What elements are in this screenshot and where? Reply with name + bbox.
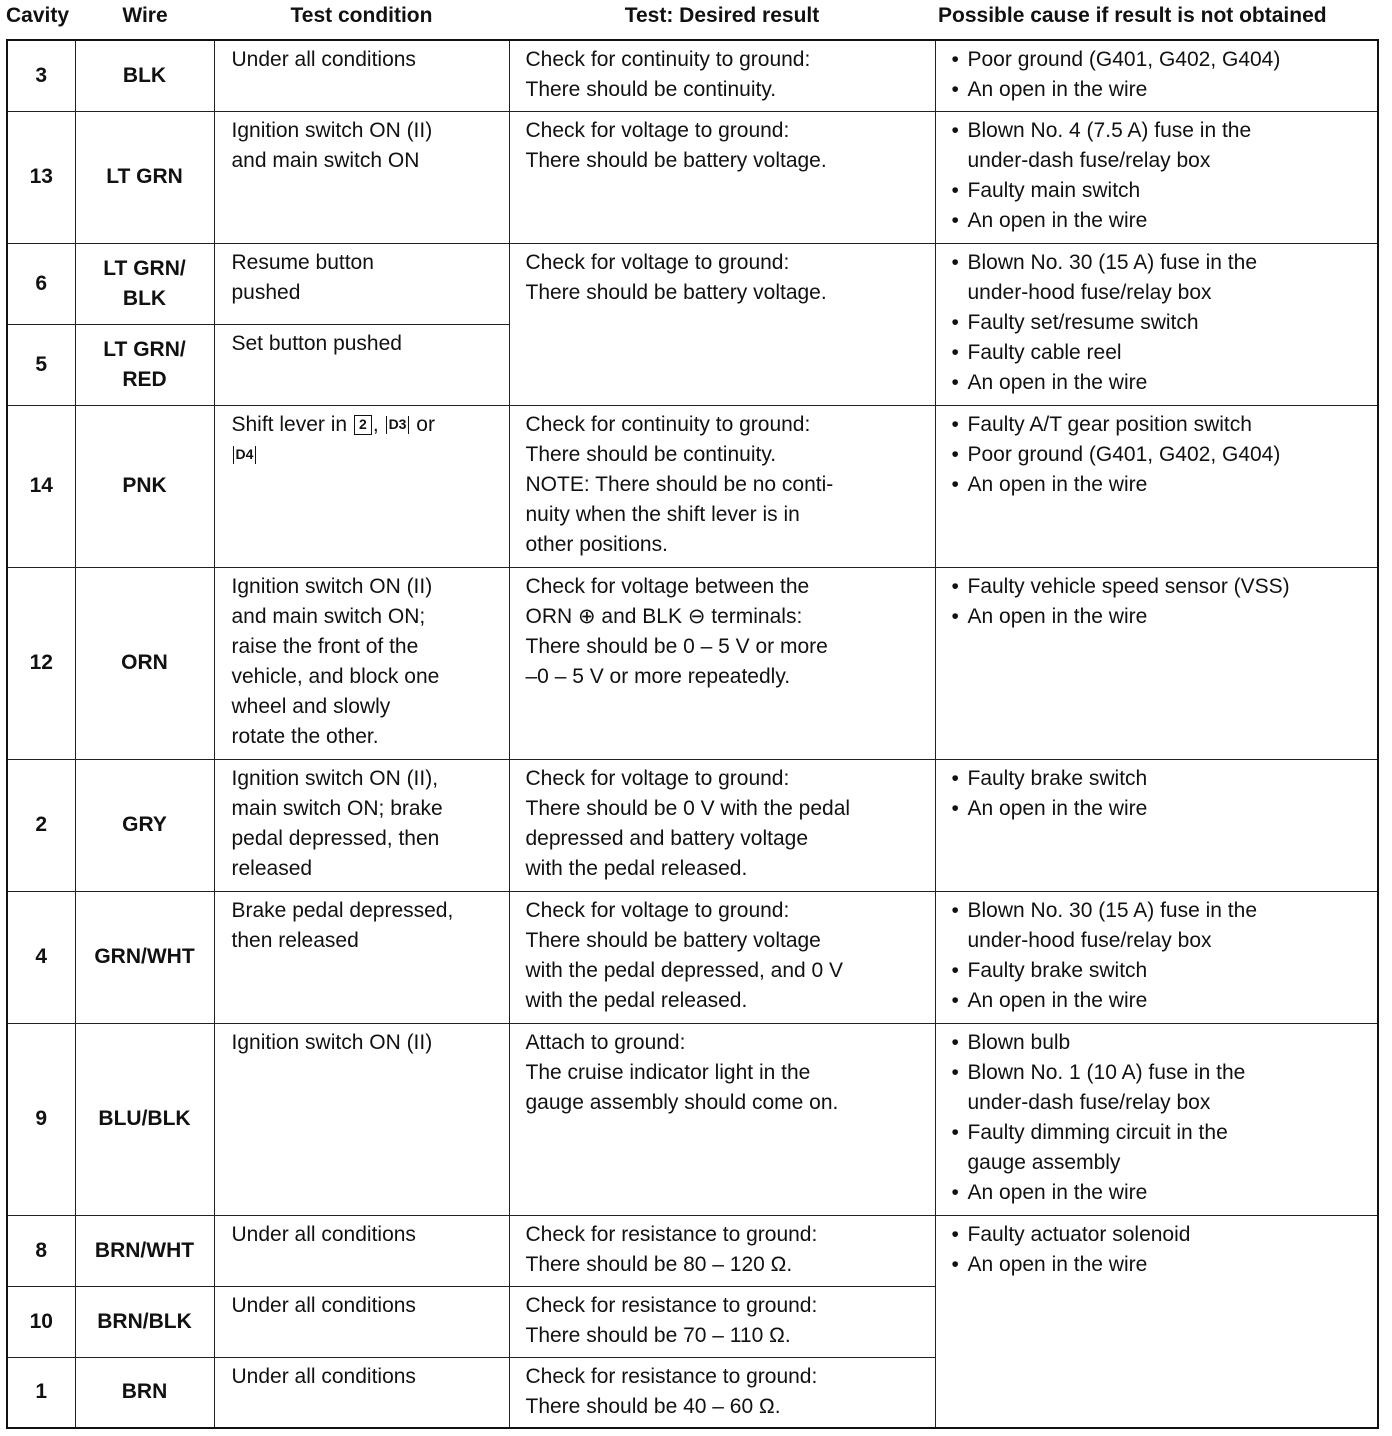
condition-line: Ignition switch ON (II), bbox=[231, 766, 439, 790]
condition-line: pushed bbox=[231, 280, 301, 304]
condition-line: vehicle, and block one bbox=[231, 664, 440, 688]
wire-color: BLU/BLK bbox=[98, 1107, 191, 1130]
condition-line: Set button pushed bbox=[231, 331, 402, 355]
cause-item bbox=[950, 116, 1372, 176]
cause-item bbox=[950, 368, 1372, 398]
cause-list bbox=[950, 116, 1372, 236]
wire-cell bbox=[75, 111, 214, 243]
condition-cell bbox=[214, 1357, 509, 1428]
result-cell bbox=[509, 759, 935, 891]
wire-color: PNK bbox=[122, 474, 167, 497]
result-line: nuity when the shift lever is in bbox=[525, 502, 800, 526]
cavity-number: 10 bbox=[29, 1309, 53, 1333]
result-cell bbox=[509, 891, 935, 1023]
cause-item bbox=[950, 794, 1372, 824]
cause-text: • Faulty brake switch bbox=[967, 958, 1148, 982]
result-line: Check for voltage to ground: bbox=[525, 898, 790, 922]
cavity-cell bbox=[7, 243, 75, 324]
table-row bbox=[7, 40, 1378, 111]
cause-item bbox=[950, 986, 1372, 1016]
table-row bbox=[7, 111, 1378, 243]
cause-item bbox=[950, 956, 1372, 986]
cavity-number: 2 bbox=[35, 813, 48, 836]
result-cell bbox=[509, 111, 935, 243]
header-cavity: Cavity bbox=[6, 4, 70, 27]
result-line: There should be battery voltage. bbox=[525, 148, 827, 172]
result-cell bbox=[509, 1357, 935, 1428]
cause-text: • An open in the wire bbox=[967, 604, 1148, 628]
cause-list bbox=[950, 572, 1372, 632]
result-line: Check for continuity to ground: bbox=[525, 48, 811, 71]
result-line: other positions. bbox=[525, 532, 668, 556]
result-line: There should be 80 – 120 Ω. bbox=[525, 1252, 793, 1276]
cause-text: • Blown No. 1 (10 A) fuse in the bbox=[967, 1060, 1246, 1084]
cause-text: • Faulty A/T gear position switch bbox=[967, 412, 1252, 436]
cause-item bbox=[950, 75, 1372, 105]
result-line: Attach to ground: bbox=[525, 1030, 686, 1054]
cause-cell bbox=[935, 111, 1378, 243]
condition-line bbox=[232, 440, 499, 470]
condition-text: Shift lever in bbox=[231, 412, 353, 436]
cause-text: • Blown bulb bbox=[967, 1030, 1071, 1054]
cause-item bbox=[950, 1220, 1372, 1250]
table-row bbox=[7, 891, 1378, 1023]
wire-color: GRY bbox=[122, 813, 167, 836]
wire-color: BRN/BLK bbox=[97, 1309, 192, 1333]
cause-list bbox=[950, 1220, 1372, 1280]
cavity-number: 6 bbox=[35, 271, 48, 295]
condition-cell bbox=[214, 1023, 509, 1215]
condition-line: Resume button bbox=[231, 250, 374, 274]
cause-text: gauge assembly bbox=[967, 1150, 1121, 1174]
cause-text: under-hood fuse/relay box bbox=[967, 928, 1212, 952]
cause-item bbox=[950, 1058, 1372, 1118]
result-line: gauge assembly should come on. bbox=[525, 1090, 839, 1114]
cause-text: • An open in the wire bbox=[967, 988, 1148, 1012]
condition-line: Under all conditions bbox=[231, 1364, 416, 1388]
cause-text: • Faulty main switch bbox=[967, 178, 1141, 202]
cause-cell bbox=[935, 243, 1378, 405]
condition-line: main switch ON; brake bbox=[231, 796, 443, 820]
result-line: NOTE: There should be no conti- bbox=[525, 472, 834, 496]
table-row bbox=[7, 567, 1378, 759]
cause-item bbox=[950, 1250, 1372, 1280]
cause-text: • Faulty dimming circuit in the bbox=[967, 1120, 1228, 1144]
wire-cell bbox=[75, 1357, 214, 1428]
condition-cell bbox=[214, 405, 509, 567]
cavity-number: 9 bbox=[35, 1107, 48, 1130]
wire-color: BLK bbox=[122, 63, 167, 87]
result-line: There should be 70 – 110 Ω. bbox=[525, 1323, 791, 1347]
wire-color: BLK bbox=[122, 286, 167, 310]
cause-item bbox=[950, 176, 1372, 206]
cavity-number: 8 bbox=[35, 1238, 48, 1262]
cavity-cell bbox=[7, 405, 75, 567]
cause-text: under-dash fuse/relay box bbox=[967, 148, 1211, 172]
cavity-number: 4 bbox=[35, 945, 48, 968]
cause-text: • Blown No. 30 (15 A) fuse in the bbox=[967, 898, 1257, 922]
wire-cell bbox=[75, 1286, 214, 1357]
cause-item bbox=[950, 470, 1372, 500]
condition-line: and main switch ON bbox=[231, 148, 420, 172]
cause-text: • An open in the wire bbox=[967, 472, 1148, 496]
result-line: Check for resistance to ground: bbox=[525, 1364, 818, 1388]
header-test-condition: Test condition bbox=[290, 4, 433, 27]
wire-color: ORN bbox=[121, 651, 168, 674]
result-line: depressed and battery voltage bbox=[525, 826, 809, 850]
cavity-cell bbox=[7, 1286, 75, 1357]
result-line: Check for voltage between the bbox=[525, 574, 810, 598]
result-line: Check for resistance to ground: bbox=[525, 1293, 818, 1317]
cause-text: • Faulty actuator solenoid bbox=[967, 1222, 1191, 1246]
wire-color: LT GRN/ bbox=[103, 337, 186, 361]
cavity-number: 14 bbox=[29, 474, 53, 497]
result-cell bbox=[509, 405, 935, 567]
table-row bbox=[7, 243, 1378, 324]
condition-line: Brake pedal depressed, bbox=[231, 898, 454, 922]
cause-item bbox=[950, 45, 1372, 75]
wire-color: GRN/WHT bbox=[94, 945, 195, 968]
result-line: Check for voltage to ground: bbox=[525, 250, 790, 274]
cavity-number: 5 bbox=[35, 352, 48, 376]
cause-cell bbox=[935, 891, 1378, 1023]
header-possible-cause: Possible cause if result is not obtained bbox=[938, 4, 1327, 27]
cause-cell bbox=[935, 759, 1378, 891]
result-line: There should be battery voltage bbox=[525, 928, 821, 952]
result-line: Check for continuity to ground: bbox=[525, 412, 811, 436]
cause-text: • Faulty brake switch bbox=[967, 766, 1148, 790]
result-line: Check for resistance to ground: bbox=[525, 1222, 818, 1246]
result-cell bbox=[509, 243, 935, 405]
result-line: with the pedal released. bbox=[525, 988, 748, 1012]
cause-cell bbox=[935, 567, 1378, 759]
condition-line: raise the front of the bbox=[231, 634, 419, 658]
cause-item bbox=[950, 572, 1372, 602]
cavity-number: 3 bbox=[35, 63, 48, 87]
cause-list bbox=[950, 1028, 1372, 1208]
cause-list bbox=[950, 248, 1372, 398]
condition-cell bbox=[214, 40, 509, 111]
result-line: The cruise indicator light in the bbox=[525, 1060, 811, 1084]
result-line: There should be 0 V with the pedal bbox=[525, 796, 851, 820]
cause-item bbox=[950, 1028, 1372, 1058]
shift-position-d3: D3 bbox=[386, 416, 410, 434]
result-line: Check for voltage to ground: bbox=[525, 118, 790, 142]
cause-list bbox=[950, 410, 1372, 500]
cause-item bbox=[950, 410, 1372, 440]
cause-text: • An open in the wire bbox=[967, 208, 1148, 232]
condition-line: Under all conditions bbox=[231, 48, 416, 71]
result-line: ORN ⊕ and BLK ⊖ terminals: bbox=[525, 604, 803, 628]
condition-line: released bbox=[231, 856, 313, 880]
cause-text: • Faulty set/resume switch bbox=[967, 310, 1199, 334]
cause-text: • An open in the wire bbox=[967, 1252, 1148, 1276]
cavity-cell bbox=[7, 567, 75, 759]
result-cell bbox=[509, 40, 935, 111]
cause-text: • An open in the wire bbox=[967, 78, 1148, 101]
condition-cell bbox=[214, 567, 509, 759]
cause-text: • An open in the wire bbox=[967, 796, 1148, 820]
cause-item bbox=[950, 1178, 1372, 1208]
condition-cell bbox=[214, 1215, 509, 1286]
cause-text: under-hood fuse/relay box bbox=[967, 280, 1212, 304]
condition-line: then released bbox=[231, 928, 359, 952]
condition-line: Ignition switch ON (II) bbox=[231, 1030, 433, 1054]
cause-item bbox=[950, 338, 1372, 368]
cavity-number: 12 bbox=[29, 651, 53, 674]
wire-cell bbox=[75, 891, 214, 1023]
cause-cell bbox=[935, 405, 1378, 567]
condition-cell bbox=[214, 324, 509, 405]
cause-text: • Poor ground (G401, G402, G404) bbox=[967, 48, 1281, 71]
condition-line: Ignition switch ON (II) bbox=[231, 118, 433, 142]
result-line: There should be continuity. bbox=[525, 442, 777, 466]
cause-text: • An open in the wire bbox=[967, 370, 1148, 394]
result-line: There should be 40 – 60 Ω. bbox=[525, 1394, 781, 1418]
cause-item bbox=[950, 308, 1372, 338]
wire-cell bbox=[75, 1023, 214, 1215]
result-line: –0 – 5 V or more repeatedly. bbox=[525, 664, 791, 688]
cause-item bbox=[950, 896, 1372, 956]
condition-line bbox=[232, 410, 499, 440]
cavity-cell bbox=[7, 324, 75, 405]
wire-color: BRN bbox=[121, 1380, 168, 1404]
table-row bbox=[7, 1023, 1378, 1215]
cavity-cell bbox=[7, 891, 75, 1023]
wire-cell bbox=[75, 324, 214, 405]
cavity-cell bbox=[7, 1023, 75, 1215]
result-line: There should be continuity. bbox=[525, 78, 777, 101]
result-line: with the pedal released. bbox=[525, 856, 748, 880]
result-line: with the pedal depressed, and 0 V bbox=[525, 958, 844, 982]
cause-text: • Blown No. 4 (7.5 A) fuse in the bbox=[967, 118, 1252, 142]
cause-list bbox=[950, 764, 1372, 824]
shift-position-2: 2 bbox=[354, 415, 372, 435]
cavity-cell bbox=[7, 40, 75, 111]
condition-text: or bbox=[410, 412, 435, 436]
cavity-number: 1 bbox=[35, 1380, 48, 1404]
condition-cell bbox=[214, 243, 509, 324]
result-cell bbox=[509, 1215, 935, 1286]
condition-line: Under all conditions bbox=[231, 1293, 416, 1317]
cavity-cell bbox=[7, 1357, 75, 1428]
cause-text: • Faulty cable reel bbox=[967, 340, 1122, 364]
cause-item bbox=[950, 248, 1372, 308]
wire-color: LT GRN bbox=[106, 165, 183, 188]
wire-cell bbox=[75, 1215, 214, 1286]
result-line: There should be battery voltage. bbox=[525, 280, 827, 304]
cavity-cell bbox=[7, 1215, 75, 1286]
table-row bbox=[7, 405, 1378, 567]
result-cell bbox=[509, 567, 935, 759]
condition-line: wheel and slowly bbox=[231, 694, 391, 718]
cavity-cell bbox=[7, 111, 75, 243]
cause-text: • Faulty vehicle speed sensor (VSS) bbox=[967, 574, 1290, 598]
condition-cell bbox=[214, 891, 509, 1023]
result-line: Check for voltage to ground: bbox=[525, 766, 790, 790]
cause-text: under-dash fuse/relay box bbox=[967, 1090, 1211, 1114]
wire-cell bbox=[75, 405, 214, 567]
cavity-cell bbox=[7, 759, 75, 891]
table-row bbox=[7, 759, 1378, 891]
cause-cell bbox=[935, 40, 1378, 111]
wire-color: BRN/WHT bbox=[94, 1238, 195, 1262]
cavity-number: 13 bbox=[29, 165, 53, 188]
cavity-test-table bbox=[6, 39, 1379, 1429]
cause-item bbox=[950, 602, 1372, 632]
result-line: There should be 0 – 5 V or more bbox=[525, 634, 828, 658]
cause-list bbox=[950, 896, 1372, 1016]
cause-text: • Blown No. 30 (15 A) fuse in the bbox=[967, 250, 1257, 274]
cause-cell bbox=[935, 1023, 1378, 1215]
cause-item bbox=[950, 440, 1372, 470]
cause-text: • Poor ground (G401, G402, G404) bbox=[967, 442, 1281, 466]
cause-cell bbox=[935, 1215, 1378, 1428]
shift-position-d4: D4 bbox=[233, 446, 257, 464]
condition-line: and main switch ON; bbox=[231, 604, 426, 628]
result-cell bbox=[509, 1023, 935, 1215]
cause-item bbox=[950, 764, 1372, 794]
condition-line: Under all conditions bbox=[231, 1222, 416, 1246]
wire-cell bbox=[75, 567, 214, 759]
cause-item bbox=[950, 1118, 1372, 1178]
condition-line: Ignition switch ON (II) bbox=[231, 574, 433, 598]
wire-cell bbox=[75, 243, 214, 324]
cause-item bbox=[950, 206, 1372, 236]
table-row bbox=[7, 1215, 1378, 1286]
header-desired-result: Test: Desired result bbox=[624, 4, 820, 27]
condition-line: pedal depressed, then bbox=[231, 826, 440, 850]
result-cell bbox=[509, 1286, 935, 1357]
wire-cell bbox=[75, 759, 214, 891]
condition-line: rotate the other. bbox=[231, 724, 379, 748]
cause-text: • An open in the wire bbox=[967, 1180, 1148, 1204]
wire-color: LT GRN/ bbox=[103, 256, 186, 280]
wire-cell bbox=[75, 40, 214, 111]
condition-cell bbox=[214, 1286, 509, 1357]
condition-cell bbox=[214, 111, 509, 243]
condition-cell bbox=[214, 759, 509, 891]
header-wire: Wire bbox=[122, 4, 168, 27]
wire-color: RED bbox=[122, 367, 167, 391]
cause-list bbox=[950, 45, 1372, 105]
condition-text: , bbox=[372, 412, 385, 436]
